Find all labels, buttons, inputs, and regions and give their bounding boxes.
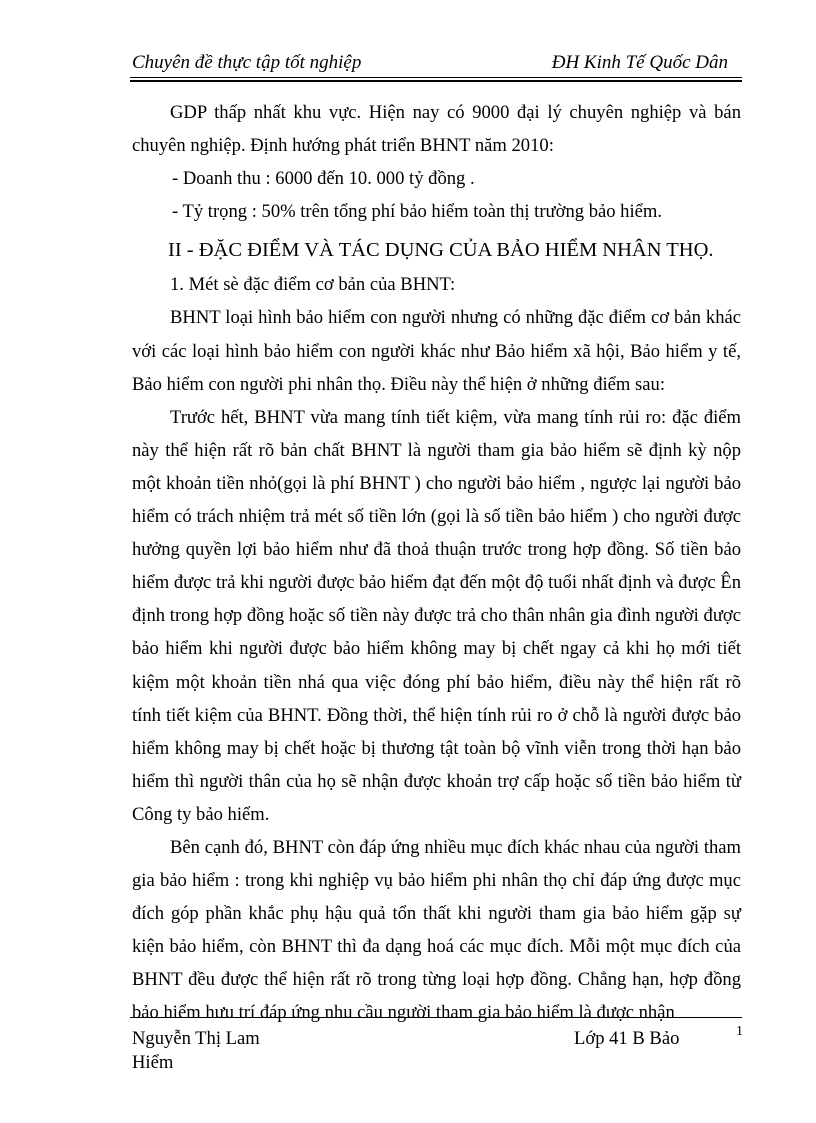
paragraph-purposes: Bên cạnh đó, BHNT còn đáp ứng nhiều mục đích khác nhau của người tham gia bảo hiểm : trong khi nghiệp vụ bảo hiểm phi nhân thọ chỉ đáp ứng được mục đích góp phần khắc phụ hậu quả tổn thất khi người tham gia bảo hiểm gặp sự kiện bảo hiểm, còn BHNT thì đa dạng hoá các mục đích. Mỗi một mục đích của BHNT đều được thể hiện rất rõ trong từng loại hợp đồng. Chẳng hạn, hợp đồng bảo hiểm hưu trí đáp ứng nhu cầu người tham gia bảo hiểm là được nhận xyxy=(132,836,741,1024)
footer-author: Nguyễn Thị Lam Hiểm xyxy=(132,1028,260,1073)
footer-rule xyxy=(130,1017,742,1018)
header-university: ĐH Kinh Tế Quốc Dân xyxy=(551,52,728,73)
section-heading: II - ĐẶC ĐIỂM VÀ TÁC DỤNG CỦA BẢO HIỂM NHÂN THỌ. xyxy=(168,239,714,262)
header-rule-thick xyxy=(130,80,742,82)
bullet-revenue: - Doanh thu : 6000 đến 10. 000 tỷ đồng . xyxy=(172,168,475,190)
paragraph-intro: GDP thấp nhất khu vực. Hiện nay có 9000 đại lý chuyên nghiệp và bán chuyên nghiệp. Định hướng phát triển BHNT năm 2010: xyxy=(132,102,741,157)
footer-class: Lớp 41 B Bảo xyxy=(574,1028,680,1049)
paragraph-savings-risk: Trước hết, BHNT vừa mang tính tiết kiệm, vừa mang tính rủi ro: đặc điểm này thể hiện rất rõ bản chất BHNT là người tham gia bảo hiểm sẽ định kỳ nộp một khoản tiền nhỏ(gọi là phí BHNT ) cho người bảo hiểm , ngược lại người bảo hiểm có trách nhiệm trả mét số tiền lớn (gọi là số tiền bảo hiểm ) cho người được hưởng quyền lợi bảo hiểm như đã thoả thuận trước trong hợp đồng. Số tiền bảo hiểm được trả khi người được bảo hiểm đạt đến một độ tuổi nhất định và được Ên định trong hợp đồng hoặc số tiền này được trả cho thân nhân gia đình người được bảo hiểm khi người được bảo hiểm không may bị chết ngay cả khi họ mới tiết kiệm một khoản tiền nhá qua việc đóng phí bảo hiểm, điều này thể hiện rất rõ tính tiết kiệm của BHNT. Đồng thời, thể hiện tính rủi ro ở chỗ là người được bảo hiểm không may bị chết hoặc bị thương tật toàn bộ vĩnh viễn trong thời hạn bảo hiểm thì người thân của họ sẽ nhận được khoản trợ cấp hoặc số tiền bảo hiểm từ Công ty bảo hiểm. xyxy=(132,406,741,825)
subsection-heading: 1. Mét sè đặc điểm cơ bản của BHNT: xyxy=(170,274,456,296)
body-text xyxy=(132,96,741,1030)
header-rule-thin xyxy=(130,77,742,78)
bullet-share: - Tỷ trọng : 50% trên tổng phí bảo hiểm toàn thị trường bảo hiểm. xyxy=(172,201,663,223)
header-title: Chuyên đề thực tập tốt nghiệp xyxy=(132,52,362,73)
page-number: 1 xyxy=(736,1024,743,1039)
paragraph-characteristics: BHNT loại hình bảo hiểm con người nhưng có những đặc điểm cơ bản khác với các loại hình bảo hiểm con người khác như Bảo hiểm xã hội, Bảo hiểm y tế, Bảo hiểm con người phi nhân thọ. Điều này thể hiện ở những điểm sau: xyxy=(132,307,741,395)
